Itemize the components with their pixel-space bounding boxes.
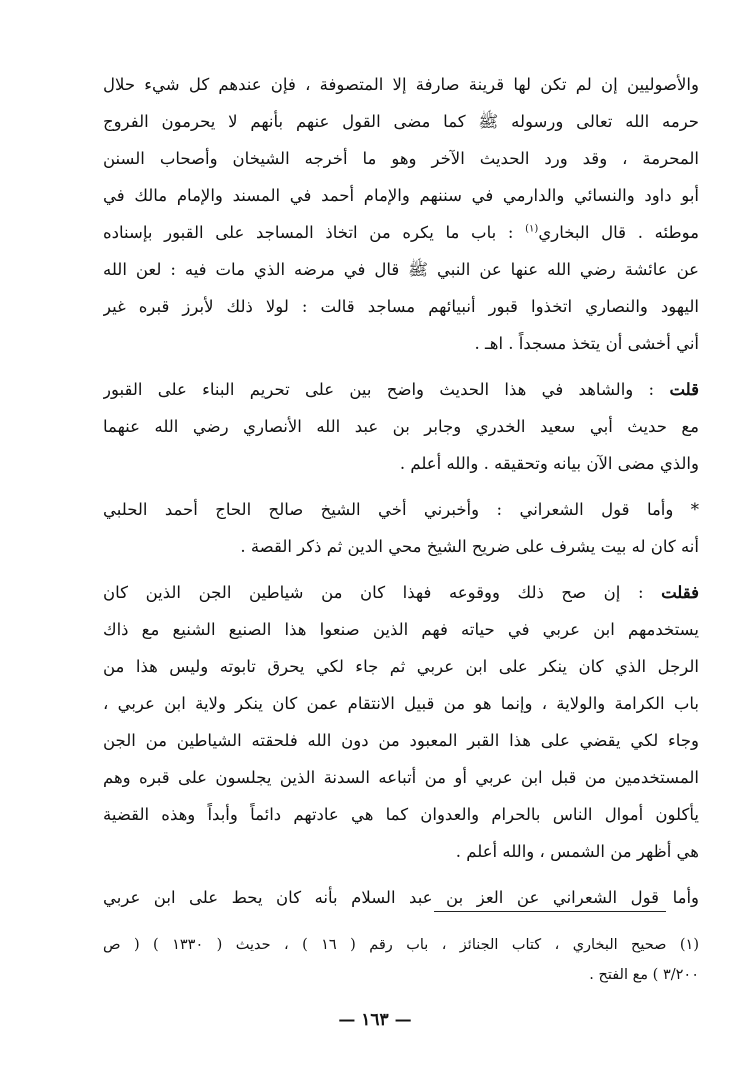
text-line: يستخدمهم ابن عربي في حياته فهم الذين صنعوا هذا الصنيع الشنيع مع ذاك xyxy=(103,620,699,639)
text-segment: : والشاهد في هذا الحديث واضح بين على تحريم البناء على القبور xyxy=(103,380,670,399)
text-line-with-keyword xyxy=(103,574,699,611)
text-line: المحرمة ، وقد ورد الحديث الآخر وهو ما أخرجه الشيخان وأصحاب السنن xyxy=(103,149,699,168)
text-line: هي أظهر من الشمس ، والله أعلم . xyxy=(455,842,699,861)
keyword-faqult: فقلت xyxy=(661,583,699,602)
text-line: أنه كان له بيت يشرف على ضريح الشيخ محي الدين ثم ذكر القصة . xyxy=(240,537,699,556)
text-line: والأصوليين إن لم تكن لها قرينة صارفة إلا المتصوفة ، فإن عندهم كل شيء حلال xyxy=(103,75,699,94)
footnote xyxy=(103,930,699,990)
text-line: المستخدمين من قبل ابن عربي أو من أتباعه السدنة الذين يجلسون على قبره وهم xyxy=(103,768,699,787)
text-line: مع حديث أبي سعيد الخدري وجابر بن عبد الله الأنصاري رضي الله عنهما xyxy=(103,417,699,436)
text-line: أني أخشى أن يتخذ مسجداً . اهـ . xyxy=(474,334,699,353)
text-line: الرجل الذي كان ينكر على ابن عربي ثم جاء لكي يحرق تابوته وليس هذا من xyxy=(103,657,699,676)
text-line: يأكلون أموال الناس بالحرام والعدوان كما هي عادتهم دائماً وأبداً وهذه القضية xyxy=(103,805,699,824)
keyword-qult: قلت xyxy=(669,380,699,399)
text-line: والذي مضى الآن بيانه وتحقيقه . والله أعلم . xyxy=(399,454,699,473)
text-line-with-footnote-ref xyxy=(103,214,699,251)
text-line: أبو داود والنسائي والدارمي في سننهم والإمام أحمد في المسند والإمام مالك في xyxy=(103,186,699,205)
paragraph-2 xyxy=(103,371,699,482)
text-segment: : باب ما يكره من اتخاذ المساجد على القبور بإسناده xyxy=(103,223,526,242)
page-number: — ١٦٣ — xyxy=(338,1010,412,1030)
footnote-line: (١) صحيح البخاري ، كتاب الجنائز ، باب رقم ( ١٦ ) ، حديث ( ١٣٣٠ ) ( ص xyxy=(103,937,699,953)
text-line: وجاء لكي يقضي على هذا القبر المعبود من دون الله فلحقته الشياطين من الجن xyxy=(103,731,699,750)
paragraph-3 xyxy=(103,491,699,565)
paragraph-4 xyxy=(103,574,699,870)
main-text xyxy=(103,66,699,916)
text-line: حرمه الله تعالى ورسوله ﷺ كما مضى القول عنهم بأنهم لا يحرمون الفروج xyxy=(103,112,699,131)
footnote-divider xyxy=(434,911,666,912)
text-line: وأما قول الشعراني عن العز بن عبد السلام بأنه كان يحط على ابن عربي xyxy=(103,888,699,907)
text-line: اليهود والنصاري اتخذوا قبور أنبيائهم مساجد قالت : لولا ذلك لأبرز قبره غير xyxy=(103,297,699,316)
text-line: باب الكرامة والولاية ، وإنما هو من قبيل الانتقام عمن كان ينكر ولاية ابن عربي ، xyxy=(103,694,699,713)
footnote-reference[interactable]: (١) xyxy=(525,223,539,235)
text-line: * وأما قول الشعراني : وأخبرني أخي الشيخ صالح الحاج أحمد الحلبي xyxy=(103,500,699,519)
text-segment: موطئه . قال البخاري xyxy=(538,223,699,242)
footnote-line: ٣/٢٠٠ ) مع الفتح . xyxy=(589,967,699,983)
text-line: عن عائشة رضي الله عنها عن النبي ﷺ قال في مرضه الذي مات فيه : لعن الله xyxy=(103,260,699,279)
paragraph-1 xyxy=(103,66,699,362)
text-line-with-keyword xyxy=(103,371,699,408)
text-segment: : إن صح ذلك ووقوعه فهذا كان من شياطين الجن الذين كان xyxy=(103,583,662,602)
